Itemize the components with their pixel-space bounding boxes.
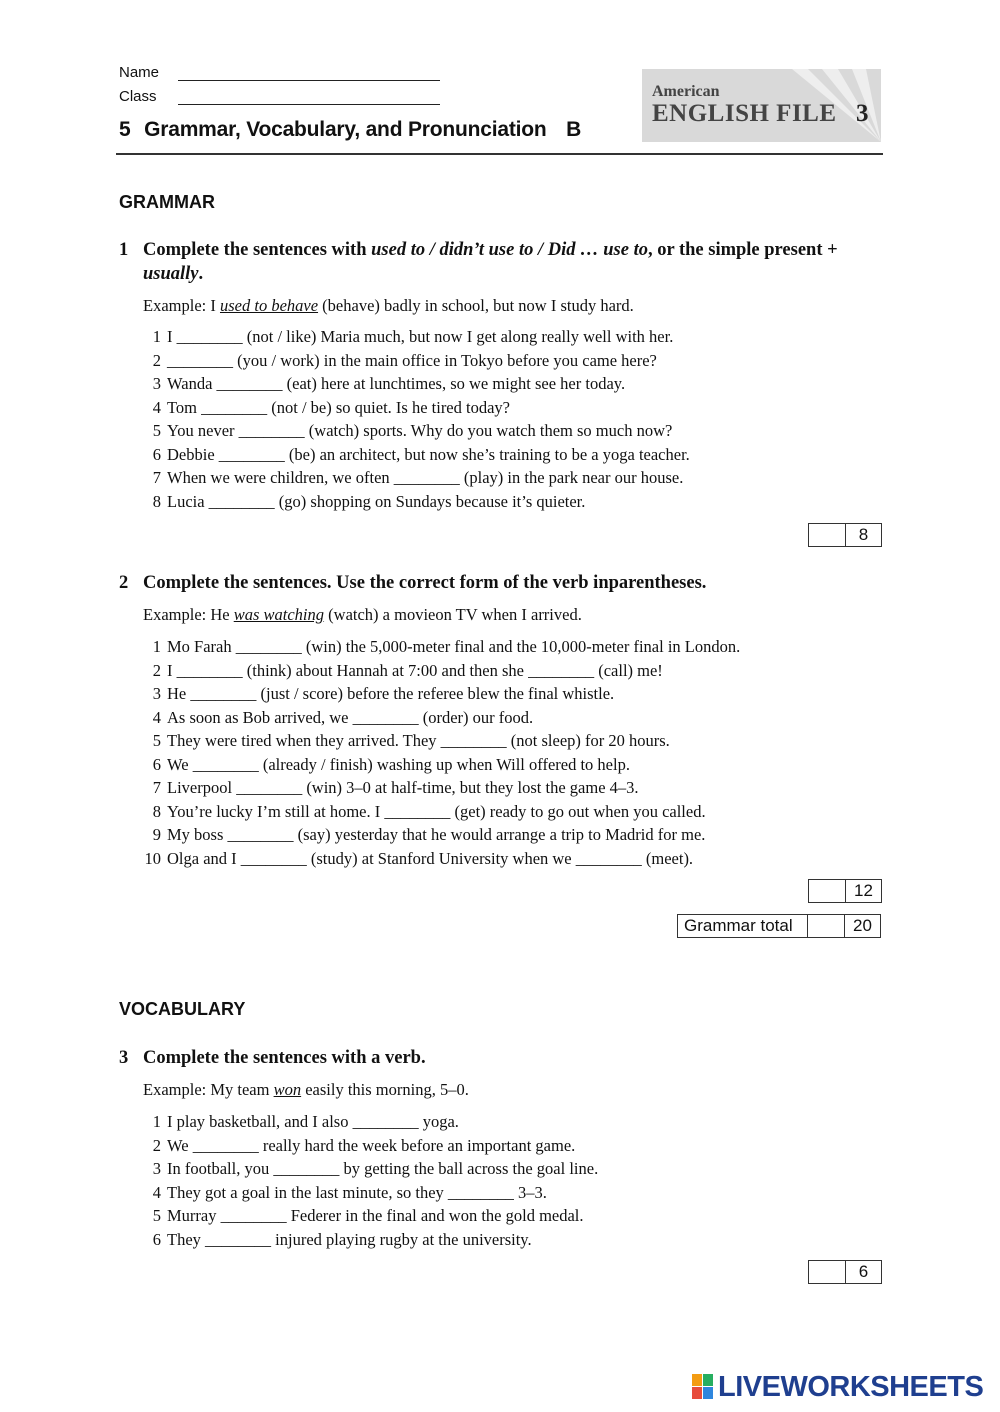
- item-sentence[interactable]: As soon as Bob arrived, we ________ (order) our food.: [167, 707, 534, 727]
- liveworksheets-watermark: [692, 1372, 983, 1402]
- item-number: 8: [152, 801, 161, 821]
- item-number: 4: [152, 707, 161, 727]
- page-title: [119, 118, 581, 142]
- instruction-part: .: [198, 264, 204, 284]
- item-sentence[interactable]: Murray ________ Federer in the final and won the gold medal.: [167, 1206, 584, 1225]
- item-sentence[interactable]: I ________ (not / like) Maria much, but now I get along really well with her.: [167, 327, 674, 346]
- score-max: 12: [854, 881, 873, 900]
- logo-line1: American: [652, 83, 720, 100]
- item-number: 3: [152, 1159, 161, 1178]
- class-label: Class: [119, 88, 157, 105]
- item-number: 5: [152, 421, 161, 440]
- exercise-3-instruction: [119, 1046, 839, 1070]
- item-sentence[interactable]: ________ (you / work) in the main office in Tokyo before you came here?: [167, 350, 657, 370]
- exercise-number: 3: [119, 1048, 129, 1068]
- item-sentence[interactable]: You’re lucky I’m still at home. I ________ (get) ready to go out when you called.: [167, 801, 706, 821]
- item-number: 2: [152, 350, 161, 370]
- example-answer: won: [273, 1080, 302, 1099]
- item-sentence[interactable]: Wanda ________ (eat) here at lunchtimes, so we might see her today.: [167, 374, 626, 393]
- exercise-number: 2: [119, 573, 129, 593]
- item-sentence[interactable]: They got a goal in the last minute, so they ________ 3–3.: [167, 1182, 547, 1202]
- exercise-2-example: [143, 605, 582, 625]
- item-number: 3: [152, 374, 161, 393]
- item-sentence[interactable]: I ________ (think) about Hannah at 7:00 and then she ________ (call) me!: [167, 660, 663, 680]
- item-sentence[interactable]: I play basketball, and I also ________ yoga.: [167, 1112, 459, 1131]
- exercise-1-score-box: [808, 523, 882, 547]
- vocabulary-heading: VOCABULARY: [119, 999, 246, 1019]
- item-number: 6: [152, 754, 161, 774]
- item-number: 6: [152, 1229, 161, 1249]
- item-sentence[interactable]: Tom ________ (not / be) so quiet. Is he tired today?: [167, 397, 510, 417]
- item-number: 5: [152, 1206, 161, 1225]
- logo-level: 3: [856, 100, 869, 127]
- item-number: 1: [152, 327, 161, 346]
- item-sentence[interactable]: We ________ (already / finish) washing up when Will offered to help.: [167, 754, 630, 774]
- item-number: 5: [152, 731, 161, 750]
- instruction-part: Complete the sentences with: [143, 240, 372, 260]
- item-number: 6: [152, 444, 161, 464]
- version-letter: B: [566, 118, 582, 141]
- example-suffix: (behave) badly in school, but now I study hard.: [318, 296, 634, 315]
- item-sentence[interactable]: Liverpool ________ (win) 3–0 at half-time, but they lost the game 4–3.: [167, 778, 639, 797]
- item-sentence[interactable]: Olga and I ________ (study) at Stanford University when we ________ (meet).: [167, 848, 694, 868]
- item-number: 2: [152, 1135, 161, 1155]
- item-number: 2: [152, 660, 161, 680]
- item-sentence[interactable]: He ________ (just / score) before the referee blew the final whistle.: [167, 684, 615, 703]
- item-sentence[interactable]: My boss ________ (say) yesterday that he would arrange a trip to Madrid for me.: [167, 825, 706, 844]
- item-number: 7: [152, 468, 161, 487]
- item-sentence[interactable]: You never ________ (watch) sports. Why do you watch them so much now?: [167, 421, 673, 440]
- item-sentence[interactable]: Debbie ________ (be) an architect, but now she’s training to be a yoga teacher.: [167, 444, 690, 464]
- item-number: 9: [152, 825, 161, 844]
- example-suffix: easily this morning, 5–0.: [301, 1080, 469, 1099]
- item-sentence[interactable]: In football, you ________ by getting the ball across the goal line.: [167, 1159, 599, 1178]
- instruction-text: Complete the sentences with a verb.: [143, 1048, 426, 1068]
- item-number: 7: [152, 778, 161, 797]
- exercise-1-instruction: [119, 238, 839, 286]
- score-max: 6: [858, 1262, 869, 1281]
- exercise-2-instruction: [119, 571, 839, 595]
- exercise-number: 1: [119, 240, 129, 260]
- grammar-total-max: 20: [853, 916, 872, 935]
- item-number: 10: [144, 848, 161, 868]
- item-sentence[interactable]: Lucia ________ (go) shopping on Sundays because it’s quieter.: [167, 491, 586, 511]
- logo-line2: ENGLISH FILE: [652, 100, 837, 127]
- publisher-logo: [642, 69, 881, 142]
- example-suffix: (watch) a movieon TV when I arrived.: [324, 605, 582, 624]
- watermark-text: LIVEWORKSHEETS: [718, 1370, 984, 1403]
- score-input[interactable]: [809, 1261, 846, 1283]
- example-answer: used to behave: [219, 296, 319, 315]
- example-prefix: Example: I: [143, 296, 220, 315]
- item-sentence[interactable]: When we were children, we often ________ (play) in the park near our house.: [167, 468, 684, 487]
- title-text: Grammar, Vocabulary, and Pronunciation: [144, 118, 547, 141]
- item-number: 1: [152, 637, 161, 656]
- item-sentence[interactable]: They ________ injured playing rugby at the university.: [167, 1229, 532, 1249]
- name-label: Name: [119, 64, 160, 81]
- instruction-part: , or the simple present +: [647, 240, 838, 260]
- item-number: 1: [152, 1112, 161, 1131]
- item-sentence[interactable]: We ________ really hard the week before an important game.: [167, 1135, 576, 1155]
- instruction-part: used to / didn’t use to / Did … use to: [371, 240, 648, 260]
- total-input[interactable]: [808, 915, 845, 937]
- example-answer: was watching: [233, 605, 325, 624]
- item-number: 8: [152, 491, 161, 511]
- exercise-2-score-box: [808, 879, 882, 903]
- liveworksheets-logo-icon: [692, 1374, 714, 1400]
- item-sentence[interactable]: They were tired when they arrived. They ________ (not sleep) for 20 hours.: [167, 731, 670, 750]
- item-number: 3: [152, 684, 161, 703]
- grammar-heading: GRAMMAR: [119, 192, 215, 212]
- grammar-total-box: [677, 914, 881, 938]
- exercise-3-score-box: [808, 1260, 882, 1284]
- name-field[interactable]: [178, 80, 440, 81]
- example-prefix: Example: My team: [143, 1080, 274, 1099]
- exercise-1-example: [143, 296, 634, 316]
- score-input[interactable]: [809, 880, 846, 902]
- header-divider: [116, 153, 883, 155]
- score-input[interactable]: [809, 524, 846, 546]
- unit-number: 5: [119, 118, 131, 141]
- score-max: 8: [858, 525, 869, 544]
- item-sentence[interactable]: Mo Farah ________ (win) the 5,000-meter final and the 10,000-meter final in London.: [167, 637, 741, 656]
- item-number: 4: [152, 1182, 161, 1202]
- example-prefix: Example: He: [143, 605, 234, 624]
- instruction-text: Complete the sentences. Use the correct form of the verb inparentheses.: [143, 573, 707, 593]
- item-number: 4: [152, 397, 161, 417]
- grammar-total-label: Grammar total: [678, 915, 808, 937]
- instruction-part: usually: [143, 264, 199, 284]
- class-field[interactable]: [178, 104, 440, 105]
- exercise-3-example: [143, 1080, 469, 1100]
